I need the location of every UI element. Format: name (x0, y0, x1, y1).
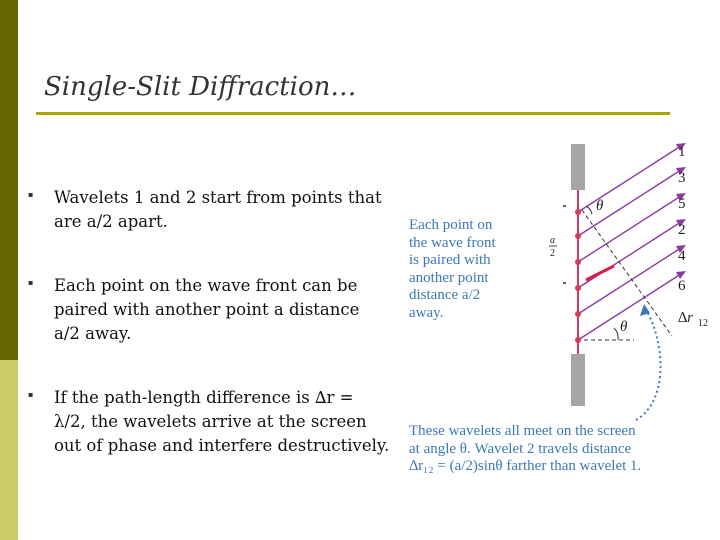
ray-2 (578, 220, 684, 288)
angle-arc-top (586, 206, 592, 214)
angle-arc-bottom (614, 328, 618, 340)
slit-point (575, 311, 581, 317)
ray-label-3: 3 (678, 170, 686, 186)
ray-label-4: 4 (678, 248, 686, 264)
caption-left-line: away. (409, 304, 444, 321)
caption-bottom-line: These wavelets all meet on the screen (409, 423, 636, 439)
ray-label-6: 6 (678, 278, 686, 294)
theta-label-bottom: θ (620, 319, 628, 335)
wavefront-dashed-line (582, 210, 672, 336)
half-a-numerator: a (550, 235, 555, 246)
caption-bottom-line: at angle θ. Wavelet 2 travels distance (409, 440, 632, 457)
half-a-denominator: 2 (550, 248, 555, 259)
ray-label-5: 5 (678, 196, 686, 212)
bullet-marker: ▪ (28, 390, 34, 399)
bullet-text-3: If the path-length difference is ∆r = λ/2, the wavelets arrive at the screen out of phase and interfere destructively. (54, 388, 390, 455)
slit-barrier-top (571, 144, 585, 190)
bullet-marker: ▪ (28, 190, 34, 199)
slit-point (575, 285, 581, 291)
delta-r-subscript: 12 (698, 318, 708, 329)
slit-point (575, 233, 581, 239)
slide-title: Single-Slit Diffraction… (44, 72, 357, 102)
caption-left-line: Each point on (409, 217, 493, 233)
slit-point (575, 259, 581, 265)
caption-left-line: is paired with (409, 252, 491, 268)
ray-5 (578, 194, 684, 262)
caption-bottom-line: ∆r₁₂ = (a/2)sinθ farther than wavelet 1. (409, 458, 642, 474)
bullet-text-1: Wavelets 1 and 2 start from points that are a/2 apart. (54, 188, 382, 231)
slit-point (575, 337, 581, 343)
delta-r-label: ∆r (678, 310, 694, 326)
caption-pointer-arrow (636, 310, 661, 420)
slit-point (575, 209, 581, 215)
caption-left-line: distance a/2 (409, 287, 481, 303)
bullet-text-2: Each point on the wave front can be paired with another point a distance a/2 away. (54, 276, 360, 343)
caption-left-line: another point (409, 269, 489, 286)
path-difference-segment (586, 266, 614, 280)
ray-4 (578, 246, 684, 314)
bullet-marker: ▪ (28, 278, 34, 287)
theta-label-top: θ (596, 198, 604, 214)
ray-label-1: 1 (678, 144, 686, 160)
caption-left-line: the wave front (409, 234, 496, 251)
slit-barrier-bottom (571, 354, 585, 406)
ray-label-2: 2 (678, 222, 686, 238)
wavelet-rays (578, 144, 684, 340)
